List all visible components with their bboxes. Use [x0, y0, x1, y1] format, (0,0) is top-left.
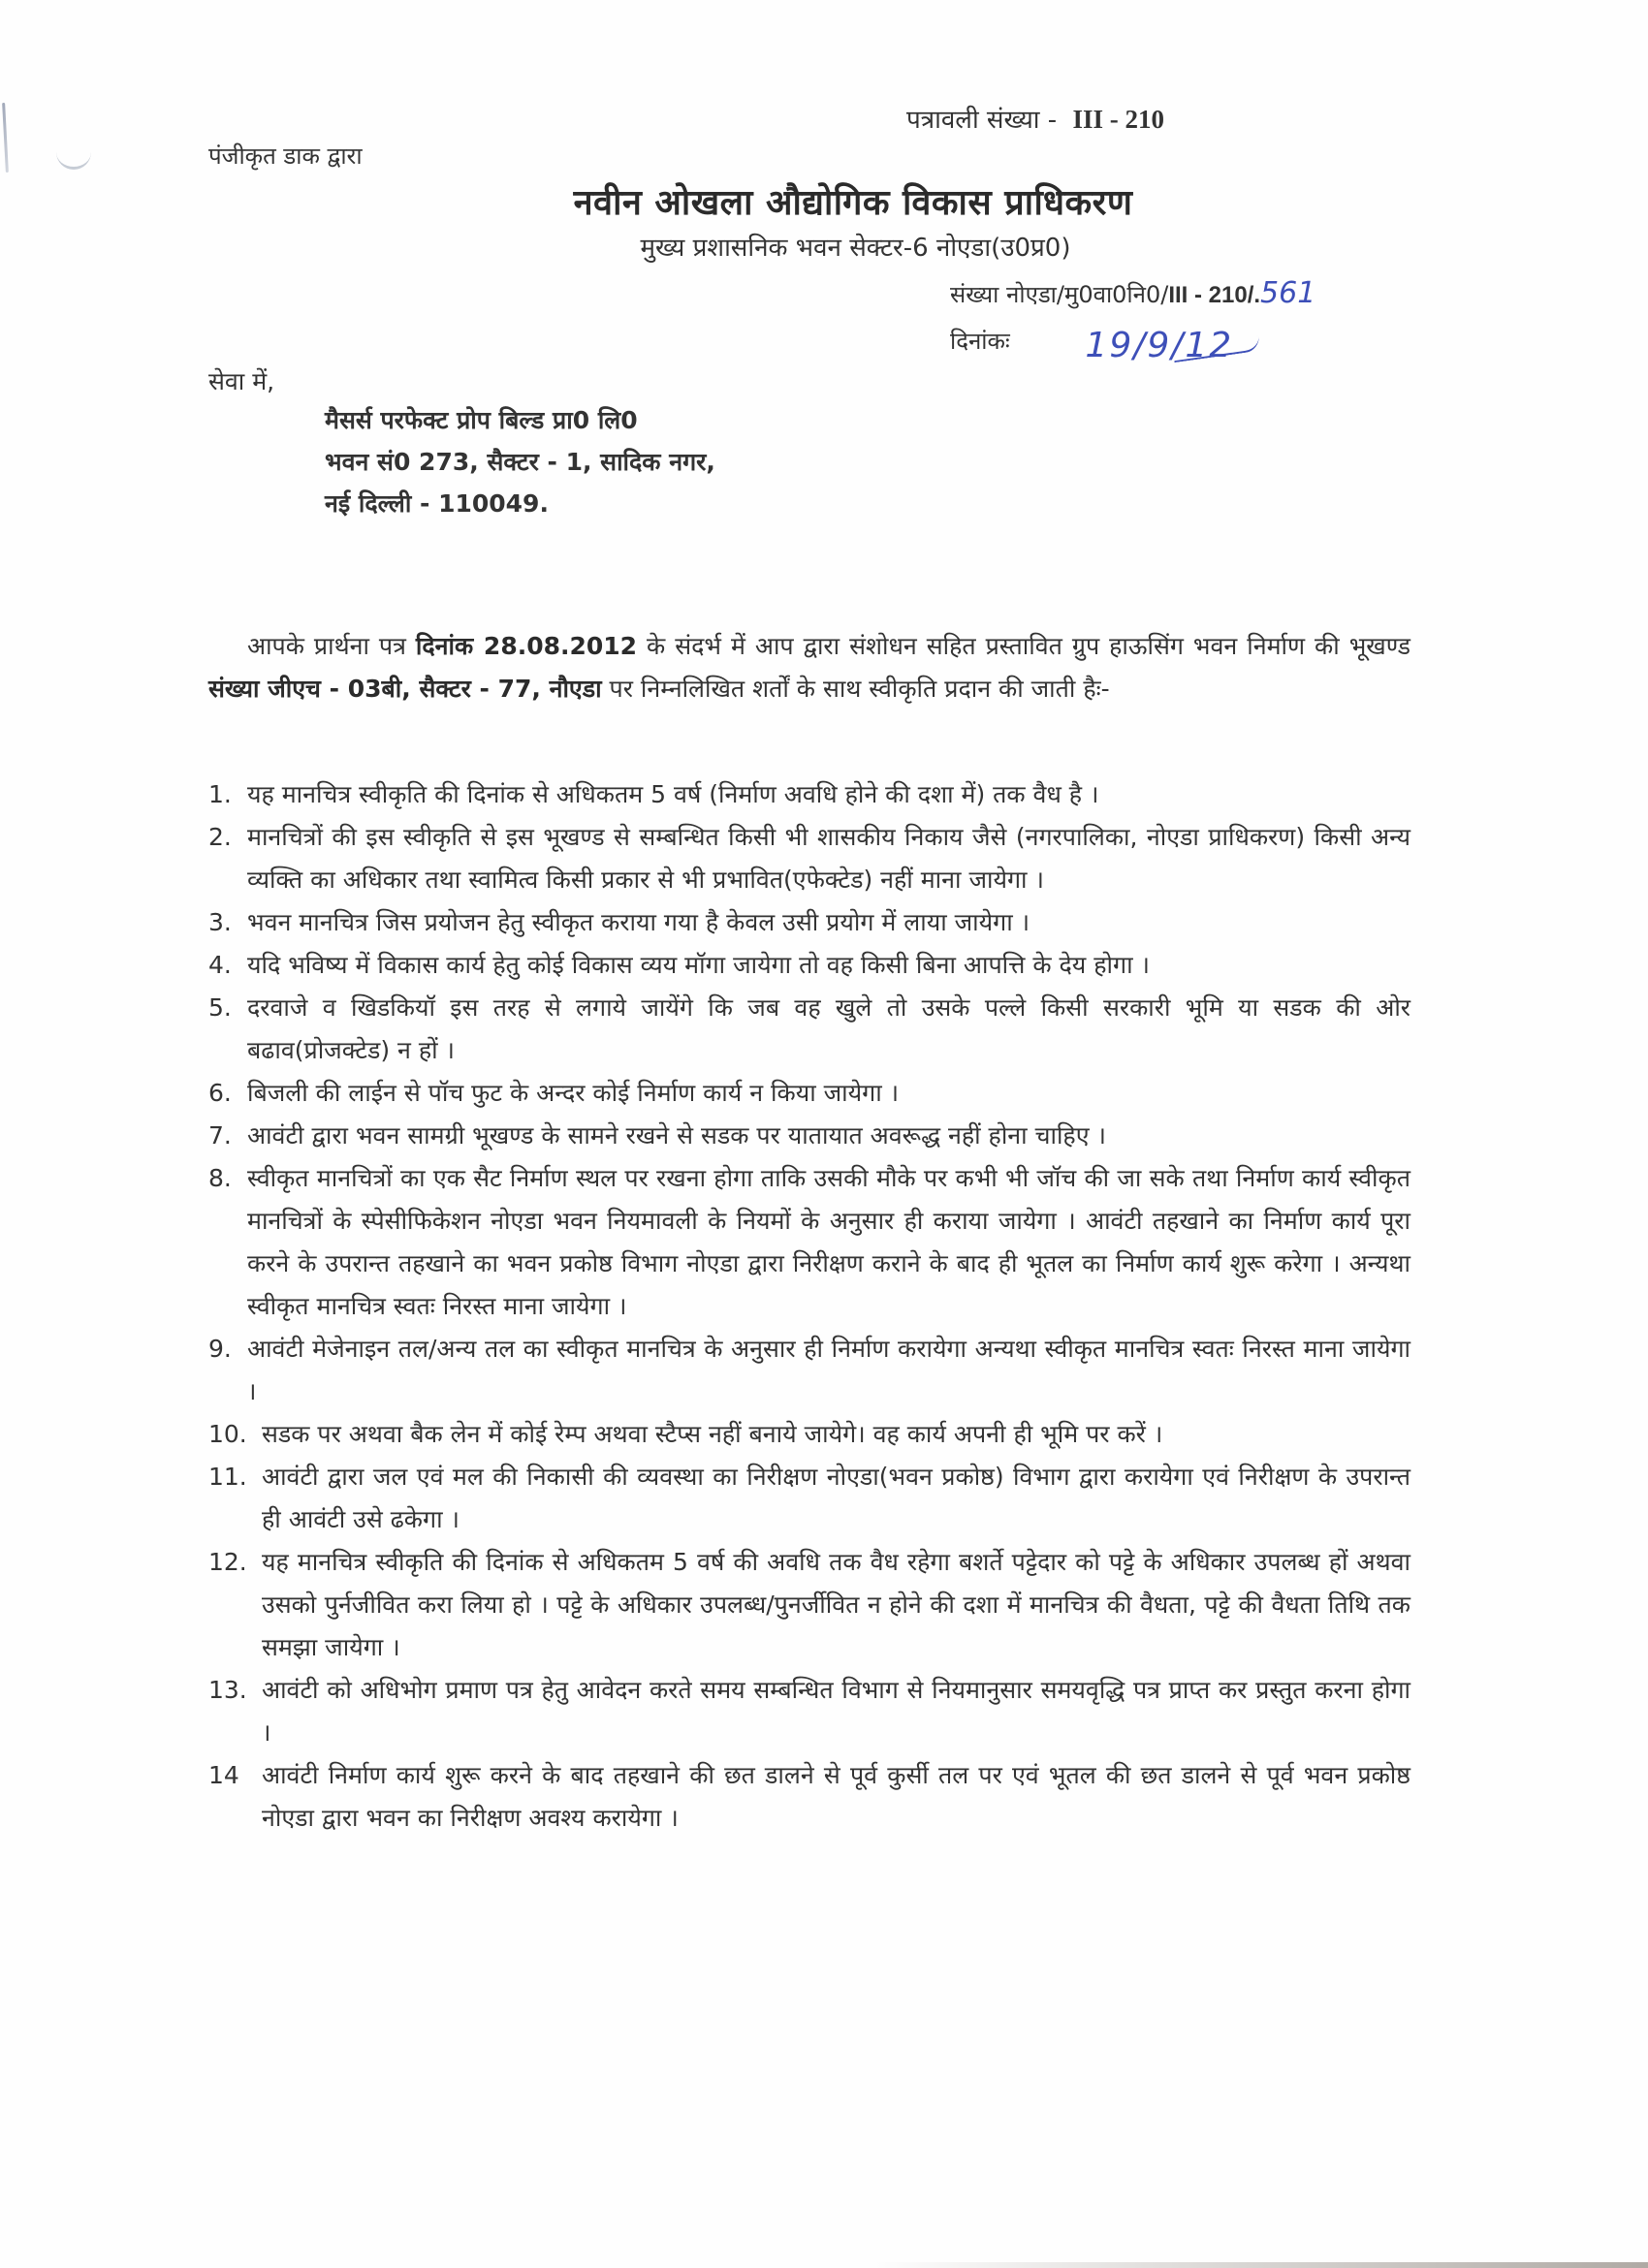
organization-address-text: मुख्य प्रशासनिक भवन सेक्टर-6 नोएडा(उ0प्र0)	[640, 234, 1071, 263]
file-number	[906, 101, 1164, 136]
scan-artifact-line	[2, 103, 9, 173]
condition-number: 11.	[208, 1463, 247, 1491]
condition-item	[208, 987, 1410, 1072]
condition-item	[208, 944, 1410, 987]
condition-text: सडक पर अथवा बैक लेन में कोई रेम्प अथवा स्टैप्स नहीं बनाये जायेगे। वह कार्य अपनी ही भूमि पर करें ।	[262, 1420, 1163, 1448]
condition-number: 9.	[208, 1335, 232, 1363]
condition-item	[208, 1413, 1410, 1456]
condition-text: मानचित्रों की इस स्वीकृति से इस भूखण्ड से सम्बन्धित किसी भी शासकीय निकाय जैसे (नगरपालिका, नोएडा प्राधिकरण) किसी अन्य व्यक्ति का अधिकार तथा स्वामित्व किसी प्रकार से भी प्रभावित(एफेक्टेड) नहीं माना जायेगा ।	[247, 823, 1410, 894]
condition-number: 10.	[208, 1420, 247, 1448]
condition-item	[208, 1456, 1410, 1541]
condition-item	[208, 1669, 1410, 1754]
intro-text-1: आपके प्रार्थना पत्र	[247, 632, 416, 660]
plot-number: संख्या जीएच - 03बी, सैक्टर - 77, नौएडा	[208, 675, 602, 703]
scan-edge-shadow	[872, 2262, 1648, 2268]
condition-item	[208, 901, 1410, 944]
condition-item	[208, 1157, 1410, 1328]
file-number-label: पत्रावली संख्या -	[906, 106, 1058, 135]
organization-name	[0, 177, 1648, 225]
condition-number: 3.	[208, 908, 232, 936]
condition-number: 8.	[208, 1164, 232, 1192]
recipient-address-line-2: नई दिल्ली - 110049.	[325, 489, 549, 518]
condition-text: आवंटी द्वारा जल एवं मल की निकासी की व्यवस्था का निरीक्षण नोएडा(भवन प्रकोष्ठ) विभाग द्वारा करायेगा एवं निरीक्षण के उपरान्त ही आवंटी उसे ढकेगा ।	[262, 1463, 1410, 1533]
condition-text: बिजली की लाईन से पॉच फुट के अन्दर कोई निर्माण कार्य न किया जायेगा ।	[247, 1079, 900, 1107]
condition-item	[208, 1072, 1410, 1115]
condition-text: स्वीकृत मानचित्रों का एक सैट निर्माण स्थल पर रखना होगा ताकि उसकी मौके पर कभी भी जॉच की जा सके तथा निर्माण कार्य स्वीकृत मानचित्रों के स्पेसीफिकेशन नोएडा भवन नियमावली के नियमों के अनुसार ही कराया जायेगा । आवंटी तहखाने का निर्माण कार्य पूरा करने के उपरान्त तहखाने का भवन प्रकोष्ठ विभाग नोएडा द्वारा निरीक्षण कराने के बाद ही भूतल का निर्माण कार्य शुरू करेगा । अन्यथा स्वीकृत मानचित्र स्वतः निरस्त माना जायेगा ।	[247, 1164, 1410, 1320]
condition-text: भवन मानचित्र जिस प्रयोजन हेतु स्वीकृत कराया गया है केवल उसी प्रयोग में लाया जायेगा ।	[247, 908, 1030, 936]
file-number-value: III - 210	[1072, 105, 1164, 134]
intro-paragraph	[208, 625, 1410, 710]
condition-number: 7.	[208, 1121, 232, 1150]
recipient-address-line-1: भवन सं0 273, सैक्टर - 1, सादिक नगर,	[325, 448, 715, 476]
condition-number: 2.	[208, 823, 232, 851]
reference-prefix: संख्या नोएडा/मु0वा0नि0/	[950, 281, 1169, 308]
condition-text: यदि भविष्य में विकास कार्य हेतु कोई विकास व्यय मॉगा जायेगा तो वह किसी बिना आपत्ति के देय होगा ।	[247, 951, 1150, 979]
application-date: दिनांक 28.08.2012	[415, 632, 638, 660]
condition-number: 5.	[208, 993, 232, 1022]
reference-code: III - 210/.	[1168, 282, 1261, 308]
condition-text: आवंटी निर्माण कार्य शुरू करने के बाद तहखाने की छत डालने से पूर्व कुर्सी तल पर एवं भूतल की छत डालने से पूर्व भवन प्रकोष्ठ नोएडा द्वारा भवन का निरीक्षण अवश्य करायेगा ।	[262, 1761, 1410, 1832]
condition-item	[208, 1754, 1410, 1840]
organization-name-text: नवीन ओखला औद्योगिक विकास प्राधिकरण	[573, 183, 1133, 223]
condition-item	[208, 816, 1410, 901]
recipient-name: मैसर्स परफेक्ट प्रोप बिल्ड प्रा0 लि0	[325, 406, 638, 434]
conditions-list	[208, 773, 1410, 1840]
condition-item	[208, 1328, 1410, 1413]
reference-number	[950, 276, 1315, 310]
intro-text-3: पर निम्नलिखित शर्तों के साथ स्वीकृति प्रदान की जाती हैः-	[601, 675, 1110, 703]
condition-text: आवंटी मेजेनाइन तल/अन्य तल का स्वीकृत मानचित्र के अनुसार ही निर्माण करायेगा अन्यथा स्वीकृत मानचित्र स्वतः निरस्त माना जायेगा ।	[247, 1335, 1410, 1405]
dispatch-mode: पंजीकृत डाक द्वारा	[208, 142, 363, 170]
date-label: दिनांकः	[950, 328, 1010, 355]
condition-text: यह मानचित्र स्वीकृति की दिनांक से अधिकतम 5 वर्ष (निर्माण अवधि होने की दशा में) तक वैध है ।	[247, 780, 1099, 808]
punch-hole-mark	[56, 145, 91, 170]
reference-handwritten: 561	[1260, 276, 1316, 310]
organization-address	[0, 229, 1648, 264]
condition-number: 4.	[208, 951, 232, 979]
condition-item	[208, 773, 1410, 816]
date-handwritten: 19/9/12	[1085, 326, 1234, 365]
condition-text: आवंटी द्वारा भवन सामग्री भूखण्ड के सामने रखने से सडक पर यातायात अवरूद्ध नहीं होना चाहिए ।	[247, 1121, 1106, 1150]
condition-number: 1.	[208, 780, 232, 808]
condition-number: 6.	[208, 1079, 232, 1107]
condition-number: 12.	[208, 1548, 247, 1576]
salutation: सेवा में,	[208, 367, 275, 395]
condition-item	[208, 1115, 1410, 1157]
recipient-address-block	[325, 399, 715, 524]
condition-item	[208, 1541, 1410, 1669]
condition-number: 13.	[208, 1676, 247, 1704]
condition-text: आवंटी को अधिभोग प्रमाण पत्र हेतु आवेदन करते समय सम्बन्धित विभाग से नियमानुसार समयवृद्धि पत्र प्राप्त कर प्रस्तुत करना होगा ।	[262, 1676, 1410, 1747]
intro-text-2: के संदर्भ में आप द्वारा संशोधन सहित प्रस्तावित ग्रुप हाऊसिंग भवन निर्माण की भूखण्ड	[637, 632, 1410, 660]
condition-text: दरवाजे व खिडकियॉ इस तरह से लगाये जायेंगे कि जब वह खुले तो उसके पल्ले किसी सरकारी भूमि या सडक की ओर बढाव(प्रोजक्टेड) न हों ।	[247, 993, 1410, 1064]
condition-number: 14	[208, 1761, 239, 1789]
condition-text: यह मानचित्र स्वीकृति की दिनांक से अधिकतम 5 वर्ष की अवधि तक वैध रहेगा बशर्ते पट्टेदार को पट्टे के अधिकार उपलब्ध हों अथवा उसको पुर्नजीवित करा लिया हो । पट्टे के अधिकार उपलब्ध/पुनर्जीवित न होने की दशा में मानचित्र की वैधता, पट्टे की वैधता तिथि तक समझा जायेगा ।	[262, 1548, 1410, 1661]
